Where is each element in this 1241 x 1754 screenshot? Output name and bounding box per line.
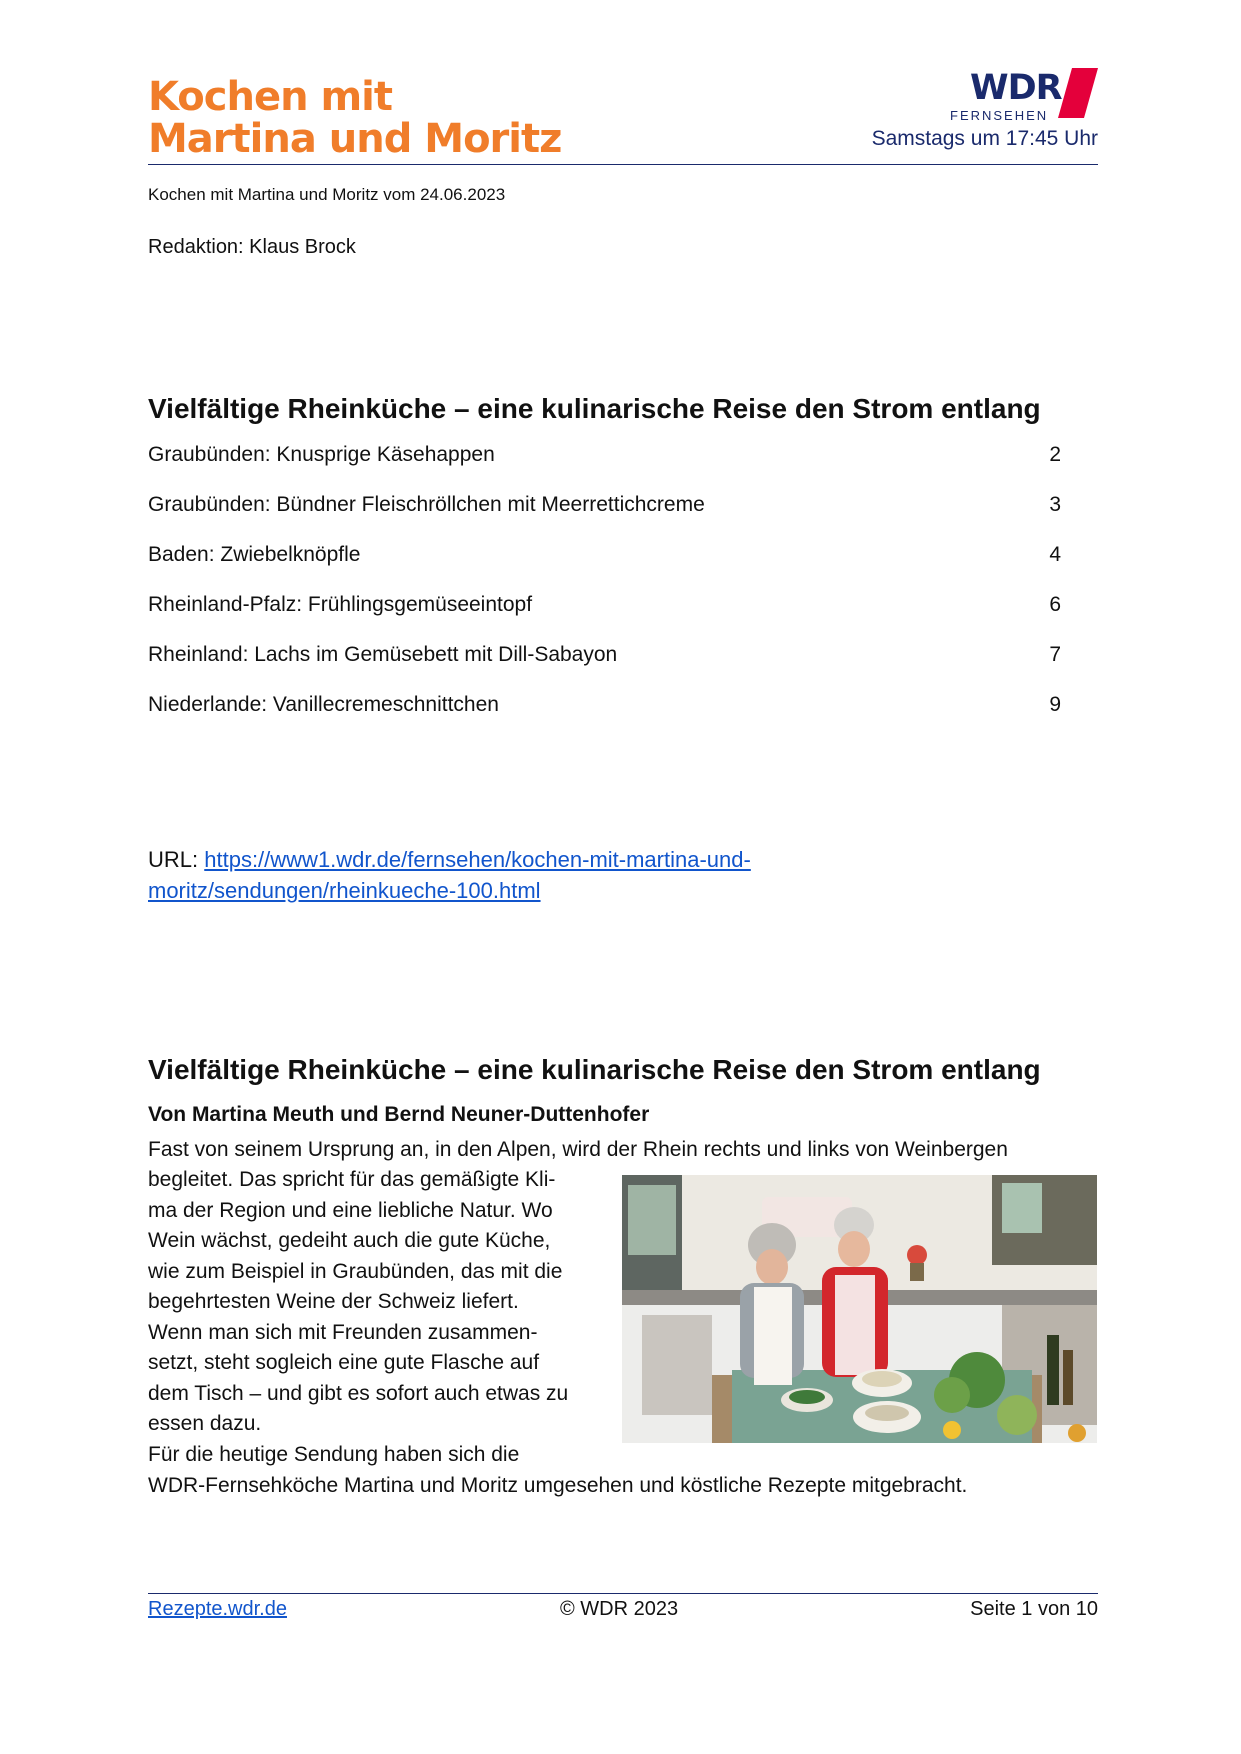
- toc-item-label: Niederlande: Vanillecremeschnittchen: [148, 693, 499, 716]
- hosts-kitchen-photo: [622, 1175, 1097, 1443]
- toc-item-label: Graubünden: Bündner Fleischröllchen mit Meerrettichcreme: [148, 493, 705, 516]
- show-logo-line-2: Martina und Moritz: [148, 116, 562, 162]
- intro-paragraph-end: [148, 1440, 967, 1501]
- intro-line: Wein wächst, gedeiht auch die gute Küche,: [148, 1229, 551, 1252]
- toc-item-page: 7: [1049, 643, 1061, 666]
- toc-item-page: 4: [1049, 543, 1061, 566]
- toc-item-page: 9: [1049, 693, 1061, 716]
- broadcast-date: Kochen mit Martina und Moritz vom 24.06.2023: [148, 185, 506, 204]
- toc-item[interactable]: [148, 590, 1068, 640]
- intro-line: WDR-Fernsehköche Martina und Moritz umgesehen und köstliche Rezepte mitgebracht.: [148, 1473, 968, 1497]
- toc-list: [148, 440, 1068, 740]
- toc-item-label: Rheinland: Lachs im Gemüsebett mit Dill-Sabayon: [148, 643, 618, 666]
- episode-url: [148, 844, 848, 906]
- intro-paragraph-first-line: Fast von seinem Ursprung an, in den Alpen, wird der Rhein rechts und links von Weinbergen: [148, 1138, 1008, 1161]
- header-divider: [148, 164, 1098, 165]
- editor-credit: Redaktion: Klaus Brock: [148, 236, 356, 258]
- toc-item-page: 3: [1049, 493, 1061, 516]
- toc-title: Vielfältige Rheinküche – eine kulinarische Reise den Strom entlang: [148, 393, 1041, 424]
- url-prefix: URL:: [148, 847, 205, 872]
- intro-title: Vielfältige Rheinküche – eine kulinarische Reise den Strom entlang: [148, 1054, 1041, 1085]
- intro-line: Für die heutige Sendung haben sich die: [148, 1443, 520, 1466]
- airtime: Samstags um 17:45 Uhr: [871, 127, 1098, 150]
- wdr-logo-text: WDR: [970, 68, 1062, 108]
- episode-link-part-1[interactable]: https://www1.wdr.de/fernsehen/kochen-mit-martina-und-: [204, 847, 751, 872]
- wdr-logo-slash-icon: [1058, 68, 1098, 118]
- intro-line: Wenn man sich mit Freunden zusammen-: [148, 1320, 538, 1344]
- footer-divider: [148, 1593, 1098, 1594]
- intro-line: setzt, steht sogleich eine gute Flasche auf: [148, 1351, 540, 1374]
- toc-item-label: Graubünden: Knusprige Käsehappen: [148, 443, 495, 466]
- toc-item[interactable]: [148, 490, 1068, 540]
- intro-line: dem Tisch – und gibt es sofort auch etwas zu: [148, 1381, 569, 1405]
- intro-line: begehrtesten Weine der Schweiz liefert.: [148, 1290, 519, 1313]
- toc-item[interactable]: [148, 440, 1068, 490]
- intro-line: begleitet. Das spricht für das gemäßigte Kli-: [148, 1168, 556, 1191]
- wdr-subtitle: FERNSEHEN: [950, 108, 1049, 123]
- footer-copyright: © WDR 2023: [560, 1598, 679, 1620]
- toc-item-label: Baden: Zwiebelknöpfle: [148, 543, 361, 566]
- toc-item[interactable]: [148, 640, 1068, 690]
- intro-line: wie zum Beispiel in Graubünden, das mit die: [148, 1259, 563, 1283]
- footer-site-link[interactable]: Rezepte.wdr.de: [148, 1598, 287, 1620]
- author-byline: Von Martina Meuth und Bernd Neuner-Duttenhofer: [148, 1103, 650, 1126]
- toc-item-page: 6: [1049, 593, 1061, 616]
- footer-page-number: Seite 1 von 10: [970, 1598, 1098, 1620]
- toc-item-label: Rheinland-Pfalz: Frühlingsgemüseeintopf: [148, 593, 533, 616]
- toc-item[interactable]: [148, 540, 1068, 590]
- show-logo-line-1: Kochen mit: [148, 74, 393, 120]
- episode-link-part-2[interactable]: moritz/sendungen/rheinkueche-100.html: [148, 878, 541, 903]
- intro-paragraph-column: [148, 1165, 618, 1440]
- intro-line: ma der Region und eine liebliche Natur. Wo: [148, 1198, 553, 1222]
- show-logo: [148, 76, 568, 160]
- toc-item-page: 2: [1049, 443, 1061, 466]
- toc-item[interactable]: [148, 690, 1068, 740]
- intro-line: essen dazu.: [148, 1412, 262, 1435]
